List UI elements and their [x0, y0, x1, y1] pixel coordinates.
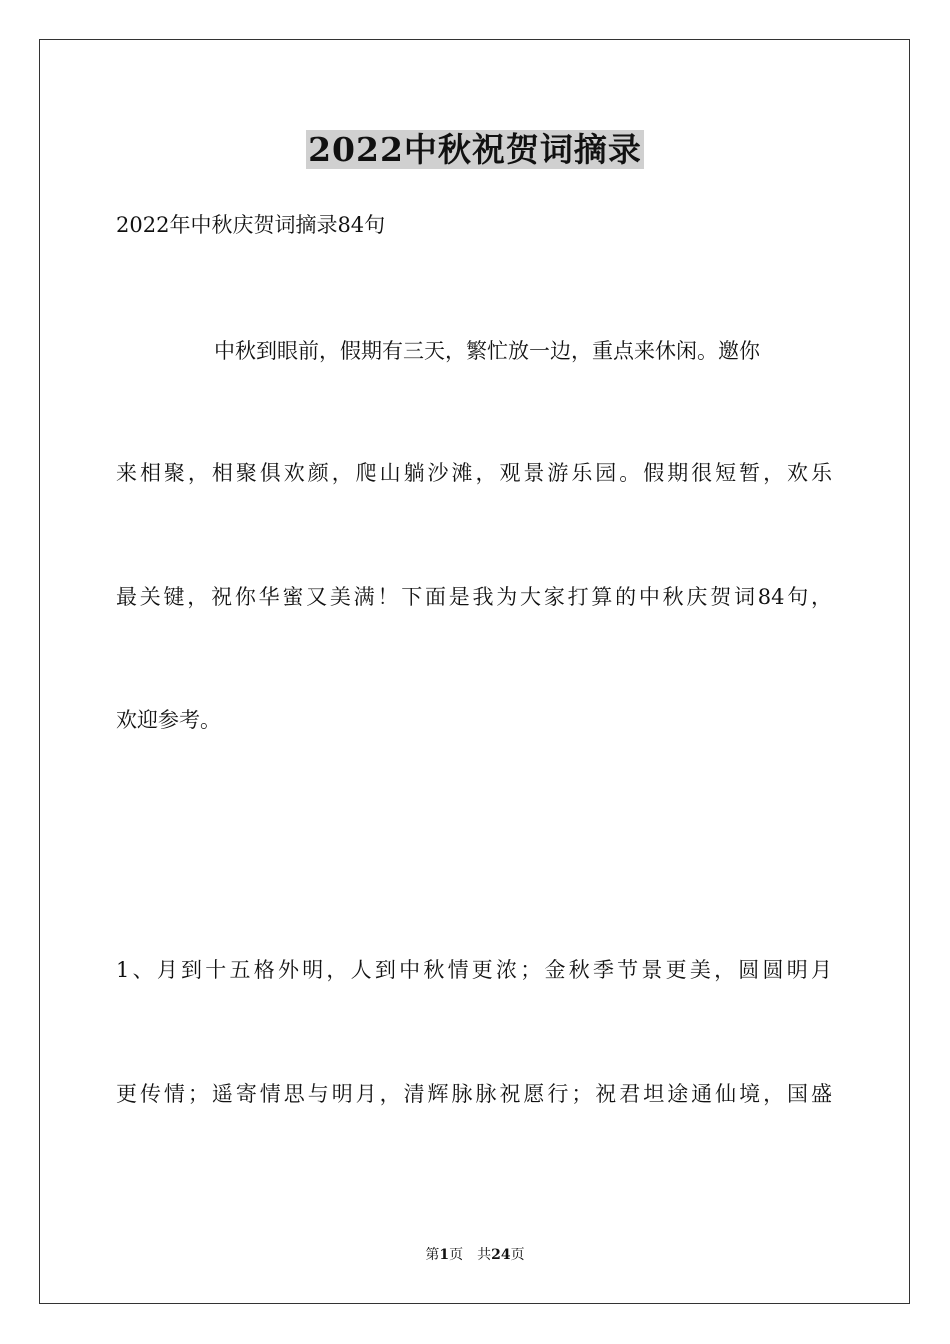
intro-line-1: 中秋到眼前，假期有三天，繁忙放一边，重点来休闲。邀你 [214, 339, 760, 363]
document-title [0, 128, 950, 172]
intro-line-2: 来相聚，相聚俱欢颜，爬山躺沙滩，观景游乐园。假期很短暂，欢乐 [116, 461, 832, 485]
intro-line-4: 欢迎参考。 [116, 708, 221, 732]
footer-page-current: 1 [439, 1247, 450, 1263]
title-text: 2022中秋祝贺词摘录 [308, 130, 642, 169]
footer-prefix: 第 [425, 1247, 440, 1263]
item-line-1: 1、月到十五格外明，人到中秋情更浓；金秋季节景更美，圆圆明月 [116, 958, 832, 982]
footer-page-total: 24 [491, 1247, 511, 1263]
footer-mid: 页 共 [449, 1247, 492, 1263]
item-line-2: 更传情；遥寄情思与明月，清辉脉脉祝愿行；祝君坦途通仙境，国盛 [116, 1082, 832, 1106]
footer-suffix: 页 [510, 1247, 525, 1263]
page-footer [0, 1245, 950, 1265]
subtitle: 2022年中秋庆贺词摘录84句 [116, 213, 386, 237]
intro-line-3: 最关键，祝你华蜜又美满！下面是我为大家打算的中秋庆贺词84句， [116, 585, 832, 609]
